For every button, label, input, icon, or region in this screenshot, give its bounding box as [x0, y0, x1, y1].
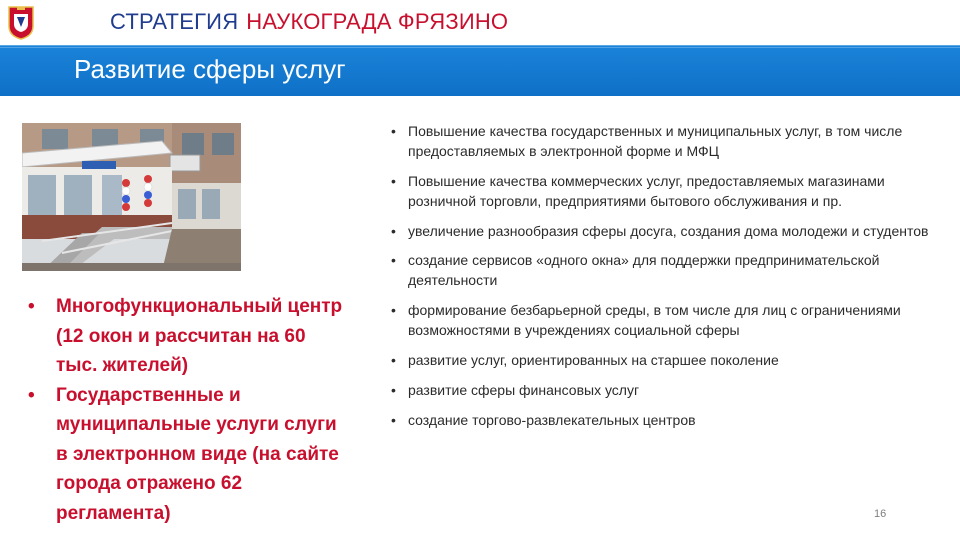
- bullet: •: [391, 222, 396, 239]
- bullet: •: [391, 172, 396, 189]
- list-item: [389, 350, 954, 370]
- left-bullet-list: [28, 292, 348, 528]
- list-item-text: развитие сферы финансовых услуг: [408, 381, 640, 398]
- strategy-title: [110, 8, 508, 36]
- list-item: [389, 380, 954, 400]
- list-item: [389, 410, 954, 430]
- list-item-text: формирование безбарьерной среды, в том числе для лиц с ограничениями возможностями в учреждениях социальной сферы: [408, 302, 901, 339]
- list-item: [389, 121, 954, 161]
- list-item: [28, 292, 348, 381]
- list-item: [389, 221, 954, 241]
- right-bullet-list: [389, 121, 954, 439]
- list-item-text: Государственные и муниципальные услуги слуги в электронном виде (на сайте города отражено 62 регламента): [56, 384, 339, 524]
- list-item-text: Повышение качества коммерческих услуг, предоставляемых магазинами розничной торговли, предприятиями бытового обслуживания и пр.: [408, 172, 885, 209]
- page-number: 16: [874, 508, 887, 520]
- bullet: •: [28, 384, 35, 406]
- bullet: •: [391, 252, 396, 269]
- list-item: [389, 300, 954, 340]
- bullet: •: [28, 296, 35, 317]
- list-item-text: создание сервисов «одного окна» для поддержки предпринимательской деятельности: [408, 252, 880, 289]
- list-item-text: увеличение разнообразия сферы досуга, создания дома молодежи и студентов: [408, 222, 929, 239]
- strategy-title-part2: НАУКОГРАДА ФРЯЗИНО: [246, 9, 509, 34]
- bullet: •: [391, 411, 396, 428]
- list-item-text: развитие услуг, ориентированных на старшее поколение: [408, 351, 779, 368]
- section-title: Развитие сферы услуг: [74, 54, 346, 84]
- banner-highlight-line: [0, 47, 960, 48]
- city-emblem-icon: [8, 6, 34, 40]
- list-item: [389, 250, 954, 290]
- list-item-text: Повышение качества государственных и муниципальных услуг, в том числе предоставляемых в электронной форме и МФЦ: [408, 123, 903, 159]
- bullet: •: [391, 302, 396, 319]
- bullet: •: [391, 381, 396, 398]
- list-item: [28, 381, 348, 529]
- list-item-text: Многофункциональный центр (12 окон и рассчитан на 60 тыс. жителей): [56, 296, 343, 376]
- list-item-text: создание торгово-развлекательных центров: [408, 411, 696, 428]
- bullet: •: [391, 351, 396, 368]
- strategy-title-part1: СТРАТЕГИЯ: [110, 9, 239, 34]
- bullet: •: [391, 123, 396, 139]
- service-center-photo: [22, 123, 241, 271]
- list-item: [389, 171, 954, 211]
